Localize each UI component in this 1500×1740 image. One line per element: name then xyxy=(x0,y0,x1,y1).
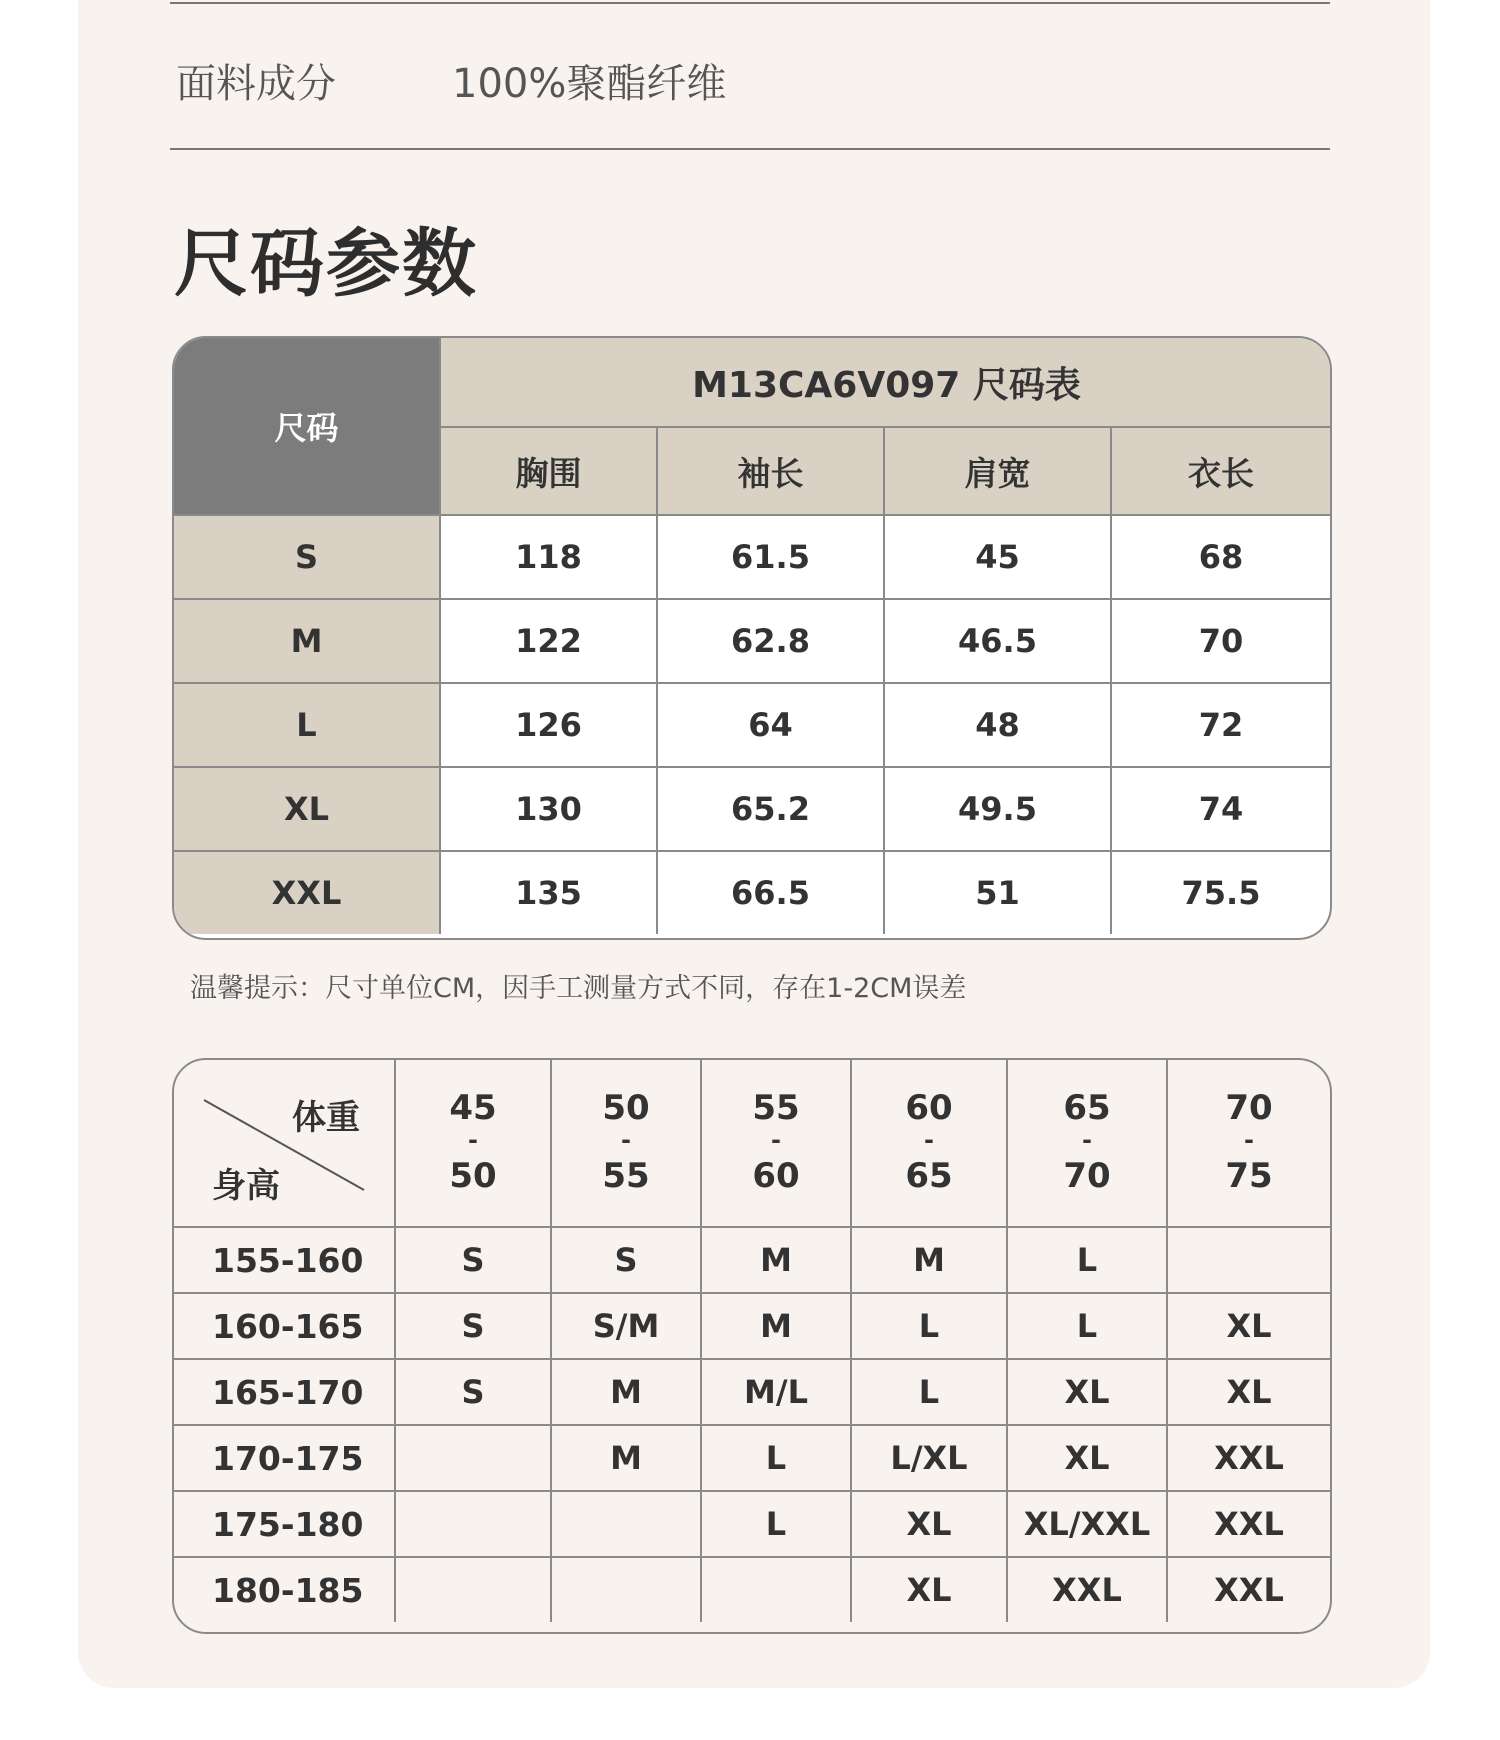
size-table-cell: 62.8 xyxy=(656,598,883,682)
size-table-row-label: S xyxy=(174,514,439,598)
recommend-size-cell xyxy=(394,1424,550,1490)
size-table-cell: 49.5 xyxy=(883,766,1110,850)
weight-range-hi: 60 xyxy=(752,1156,800,1196)
recommend-size-cell: XL xyxy=(850,1556,1006,1622)
size-table-cell: 64 xyxy=(656,682,883,766)
weight-range-header xyxy=(1006,1060,1166,1226)
weight-range-header xyxy=(550,1060,700,1226)
size-table-cell: 46.5 xyxy=(883,598,1110,682)
recommend-size-cell: M xyxy=(850,1226,1006,1292)
size-table-cell: 72 xyxy=(1110,682,1330,766)
weight-range-header xyxy=(1166,1060,1330,1226)
size-table-col-header: 胸围 xyxy=(439,426,656,514)
size-table-col-header: 衣长 xyxy=(1110,426,1330,514)
recommend-size-cell xyxy=(394,1556,550,1622)
weight-range-hi: 65 xyxy=(905,1156,953,1196)
weight-range-header xyxy=(850,1060,1006,1226)
size-table-cell: 65.2 xyxy=(656,766,883,850)
recommend-size-cell: S/M xyxy=(550,1292,700,1358)
recommend-size-cell: M xyxy=(550,1358,700,1424)
size-table-col-header: 肩宽 xyxy=(883,426,1110,514)
height-range-label: 155-160 xyxy=(174,1226,394,1292)
size-table-cell: 68 xyxy=(1110,514,1330,598)
size-table-corner: 尺码 xyxy=(174,338,439,514)
weight-range-dash: - xyxy=(924,1126,934,1154)
recommend-size-cell: M xyxy=(550,1424,700,1490)
recommend-size-cell: L/XL xyxy=(850,1424,1006,1490)
size-table-cell: 48 xyxy=(883,682,1110,766)
recommend-size-cell xyxy=(1166,1226,1330,1292)
weight-range-dash: - xyxy=(771,1126,781,1154)
recommend-size-cell: XXL xyxy=(1006,1556,1166,1622)
recommend-size-cell: XXL xyxy=(1166,1424,1330,1490)
recommend-size-cell xyxy=(550,1490,700,1556)
size-table-title: M13CA6V097 尺码表 xyxy=(439,338,1332,426)
weight-range-dash: - xyxy=(621,1126,631,1154)
weight-range-hi: 50 xyxy=(449,1156,497,1196)
recommend-size-cell: S xyxy=(550,1226,700,1292)
size-table-cell: 75.5 xyxy=(1110,850,1330,934)
recommend-size-cell: L xyxy=(1006,1292,1166,1358)
diagonal-line xyxy=(174,1060,394,1226)
height-range-label: 180-185 xyxy=(174,1556,394,1622)
recommend-size-cell: S xyxy=(394,1358,550,1424)
weight-range-lo: 55 xyxy=(752,1088,800,1128)
weight-axis-label: 体重 xyxy=(292,1098,360,1138)
recommend-size-cell: S xyxy=(394,1292,550,1358)
recommend-size-cell: M/L xyxy=(700,1358,850,1424)
size-table-cell: 126 xyxy=(439,682,656,766)
size-table-cell: 51 xyxy=(883,850,1110,934)
weight-range-header xyxy=(394,1060,550,1226)
recommend-size-cell: XL xyxy=(1006,1424,1166,1490)
weight-range-hi: 55 xyxy=(602,1156,650,1196)
height-range-label: 175-180 xyxy=(174,1490,394,1556)
weight-range-lo: 65 xyxy=(1063,1088,1111,1128)
weight-range-hi: 70 xyxy=(1063,1156,1111,1196)
content-card xyxy=(78,0,1430,1688)
weight-range-dash: - xyxy=(1244,1126,1254,1154)
weight-range-lo: 50 xyxy=(602,1088,650,1128)
recommend-size-cell xyxy=(700,1556,850,1622)
recommend-size-cell xyxy=(394,1490,550,1556)
recommend-size-cell: XL xyxy=(1166,1292,1330,1358)
height-range-label: 165-170 xyxy=(174,1358,394,1424)
size-table-cell: 122 xyxy=(439,598,656,682)
divider-bottom xyxy=(170,148,1330,150)
recommend-size-cell: L xyxy=(1006,1226,1166,1292)
size-table-cell: 45 xyxy=(883,514,1110,598)
weight-range-header xyxy=(700,1060,850,1226)
size-table-cell: 118 xyxy=(439,514,656,598)
size-table-cell: 74 xyxy=(1110,766,1330,850)
recommend-size-cell: L xyxy=(700,1490,850,1556)
recommend-size-cell: XXL xyxy=(1166,1490,1330,1556)
size-table-cell: 135 xyxy=(439,850,656,934)
measurement-note: 温馨提示：尺寸单位CM，因手工测量方式不同，存在1-2CM误差 xyxy=(190,973,967,1004)
recommend-size-cell: XL/XXL xyxy=(1006,1490,1166,1556)
section-title: 尺码参数 xyxy=(174,221,478,307)
recommend-size-cell: XXL xyxy=(1166,1556,1330,1622)
recommend-size-cell: XL xyxy=(850,1490,1006,1556)
size-table-cell: 61.5 xyxy=(656,514,883,598)
weight-range-dash: - xyxy=(1082,1126,1092,1154)
recommend-size-cell: L xyxy=(850,1292,1006,1358)
weight-range-lo: 70 xyxy=(1225,1088,1273,1128)
recommend-size-cell: M xyxy=(700,1226,850,1292)
weight-range-dash: - xyxy=(468,1126,478,1154)
recommend-table xyxy=(172,1058,1332,1634)
weight-range-lo: 45 xyxy=(449,1088,497,1128)
height-range-label: 160-165 xyxy=(174,1292,394,1358)
weight-range-hi: 75 xyxy=(1225,1156,1273,1196)
fabric-value: 100%聚酯纤维 xyxy=(452,61,727,107)
size-table-row-label: XXL xyxy=(174,850,439,934)
size-table-cell: 130 xyxy=(439,766,656,850)
size-table-row-label: L xyxy=(174,682,439,766)
size-table-row-label: XL xyxy=(174,766,439,850)
recommend-size-cell: L xyxy=(700,1424,850,1490)
recommend-size-cell: S xyxy=(394,1226,550,1292)
fabric-label: 面料成分 xyxy=(176,61,336,107)
recommend-size-cell: L xyxy=(850,1358,1006,1424)
recommend-size-cell: XL xyxy=(1006,1358,1166,1424)
recommend-size-cell xyxy=(550,1556,700,1622)
recommend-size-cell: M xyxy=(700,1292,850,1358)
recommend-table-corner xyxy=(174,1060,394,1226)
height-range-label: 170-175 xyxy=(174,1424,394,1490)
size-table-cell: 70 xyxy=(1110,598,1330,682)
size-table xyxy=(172,336,1332,940)
weight-range-lo: 60 xyxy=(905,1088,953,1128)
size-table-col-header: 袖长 xyxy=(656,426,883,514)
recommend-size-cell: XL xyxy=(1166,1358,1330,1424)
size-table-cell: 66.5 xyxy=(656,850,883,934)
height-axis-label: 身高 xyxy=(212,1166,280,1206)
divider-top xyxy=(170,2,1330,4)
size-table-row-label: M xyxy=(174,598,439,682)
